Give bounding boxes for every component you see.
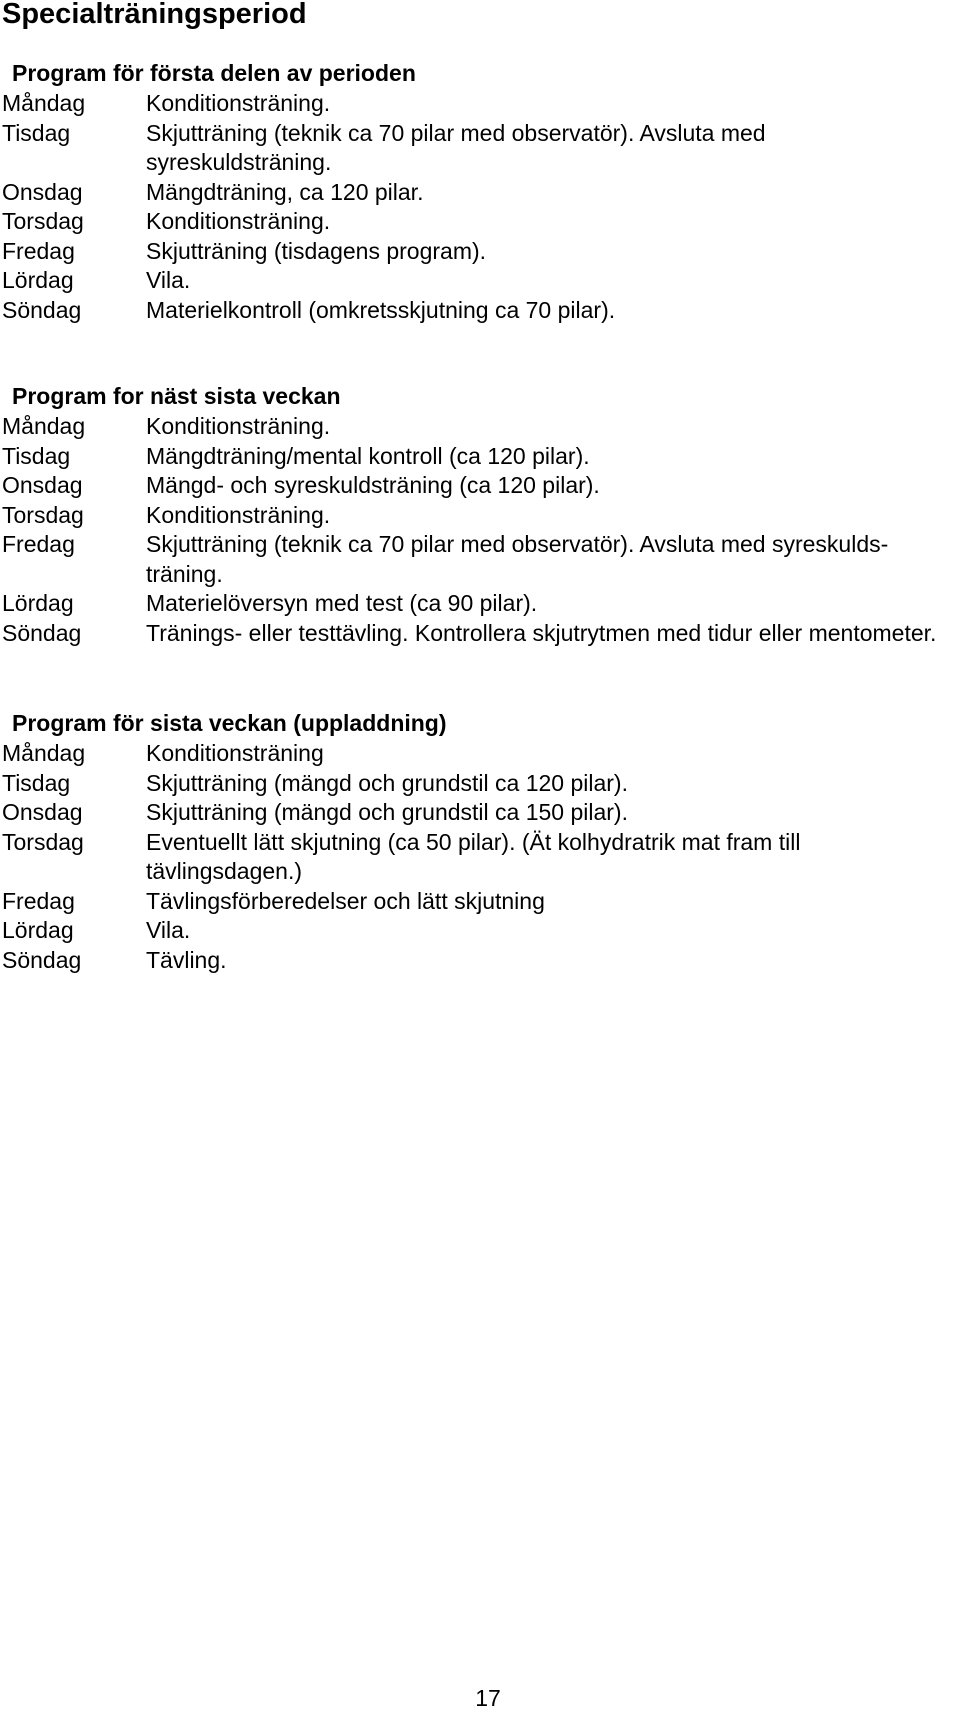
day-label: Söndag bbox=[2, 619, 82, 646]
schedule-row-tuesday bbox=[2, 442, 952, 472]
day-label: Lördag bbox=[2, 267, 74, 293]
activity-text: Tävlingsförberedelser och lätt skjutning bbox=[146, 887, 545, 914]
activity-text: Konditionsträning. bbox=[146, 208, 331, 234]
activity-text: Skjutträning (tisdagens program). bbox=[146, 237, 487, 264]
day-label: Onsdag bbox=[2, 799, 83, 825]
activity-text: Skjutträning (mängd och grundstil ca 150 pilar). bbox=[146, 799, 628, 825]
schedule-row-saturday bbox=[2, 916, 952, 946]
schedule-row-monday bbox=[2, 89, 952, 119]
activity-text: Mängdträning, ca 120 pilar. bbox=[146, 178, 424, 205]
day-label: Tisdag bbox=[2, 442, 71, 469]
day-label: Söndag bbox=[2, 946, 82, 973]
schedule-row-wednesday bbox=[2, 178, 952, 208]
schedule-row-tuesday bbox=[2, 769, 952, 799]
schedule-row-thursday bbox=[2, 501, 952, 531]
schedule-row-friday bbox=[2, 530, 952, 589]
day-label: Måndag bbox=[2, 90, 86, 116]
section-heading: Program för sista veckan (uppladdning) bbox=[12, 710, 447, 736]
activity-text: Tränings- eller testtävling. Kontrollera skjutrytmen med tidur eller mentometer. bbox=[146, 619, 937, 646]
day-label: Fredag bbox=[2, 237, 75, 264]
activity-text: Skjutträning (teknik ca 70 pilar med observatör). Avsluta med syreskulds-träning. bbox=[146, 531, 889, 587]
activity-text: Konditionsträning. bbox=[146, 90, 331, 116]
day-label: Torsdag bbox=[2, 828, 84, 855]
schedule-row-sunday bbox=[2, 296, 952, 326]
schedule-row-wednesday bbox=[2, 471, 952, 501]
day-label: Fredag bbox=[2, 887, 75, 914]
day-label: Onsdag bbox=[2, 178, 83, 205]
day-label: Måndag bbox=[2, 740, 86, 766]
activity-text: Materielkontroll (omkretsskjutning ca 70 pilar). bbox=[146, 296, 616, 323]
schedule-row-friday bbox=[2, 237, 952, 267]
activity-text: Skjutträning (mängd och grundstil ca 120 pilar). bbox=[146, 769, 628, 796]
day-label: Tisdag bbox=[2, 119, 71, 146]
page-number: 17 bbox=[475, 1685, 501, 1711]
schedule-row-monday bbox=[2, 739, 952, 769]
schedule-row-saturday bbox=[2, 589, 952, 619]
schedule-row-friday bbox=[2, 887, 952, 917]
day-label: Tisdag bbox=[2, 769, 71, 796]
activity-text: Tävling. bbox=[146, 946, 227, 973]
day-label: Torsdag bbox=[2, 501, 84, 528]
section-last-week bbox=[2, 707, 952, 975]
day-label: Lördag bbox=[2, 590, 74, 616]
day-label: Torsdag bbox=[2, 208, 84, 234]
schedule-row-thursday bbox=[2, 828, 952, 887]
day-label: Söndag bbox=[2, 296, 82, 323]
schedule-row-sunday bbox=[2, 619, 952, 649]
activity-text: Mängdträning/mental kontroll (ca 120 pilar). bbox=[146, 442, 590, 469]
day-label: Lördag bbox=[2, 917, 74, 943]
schedule-row-wednesday bbox=[2, 798, 952, 828]
activity-text: Konditionsträning bbox=[146, 740, 324, 766]
schedule-row-tuesday bbox=[2, 119, 952, 178]
activity-text: Vila. bbox=[146, 267, 191, 293]
schedule-row-saturday bbox=[2, 266, 952, 296]
section-second-last-week bbox=[2, 380, 952, 648]
activity-text: Skjutträning (teknik ca 70 pilar med observatör). Avsluta med syreskuldsträning. bbox=[146, 119, 766, 175]
page-title: Specialträningsperiod bbox=[2, 0, 307, 30]
activity-text: Materielöversyn med test (ca 90 pilar). bbox=[146, 590, 538, 616]
activity-text: Vila. bbox=[146, 917, 191, 943]
day-label: Måndag bbox=[2, 413, 86, 439]
activity-text: Konditionsträning. bbox=[146, 501, 331, 528]
schedule-row-monday bbox=[2, 412, 952, 442]
section-first-part bbox=[2, 57, 952, 325]
activity-text: Eventuellt lätt skjutning (ca 50 pilar). (Ät kolhydratrik mat fram till tävlingsdagen.) bbox=[146, 828, 801, 884]
schedule-row-thursday bbox=[2, 207, 952, 237]
day-label: Onsdag bbox=[2, 472, 83, 498]
section-heading: Program for näst sista veckan bbox=[12, 383, 341, 409]
day-label: Fredag bbox=[2, 531, 75, 557]
section-heading: Program för första delen av perioden bbox=[12, 60, 416, 86]
schedule-row-sunday bbox=[2, 946, 952, 976]
activity-text: Mängd- och syreskuldsträning (ca 120 pilar). bbox=[146, 472, 600, 498]
activity-text: Konditionsträning. bbox=[146, 413, 331, 439]
